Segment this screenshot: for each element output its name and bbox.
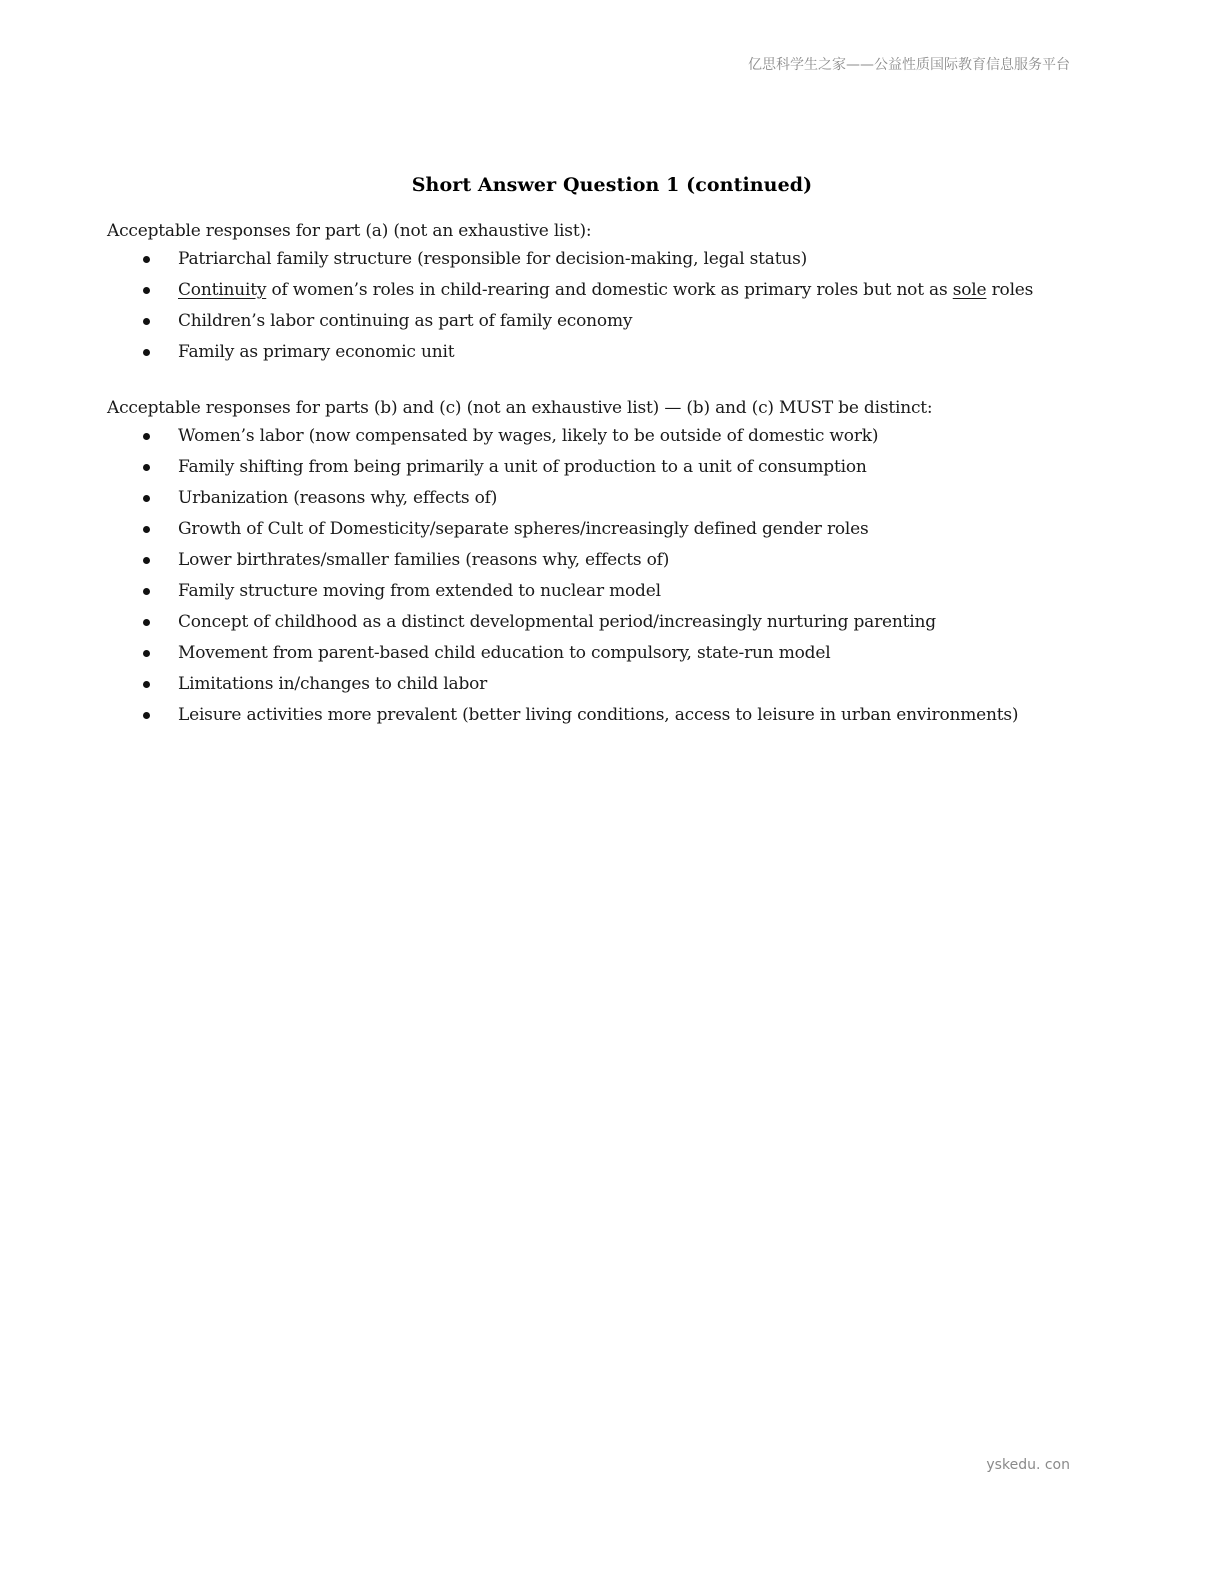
list-item [107,639,1117,667]
bullet-icon [143,495,150,502]
list-item [107,701,1117,729]
bullet-icon [143,588,150,595]
section-a-list [107,245,1117,366]
list-item-text: Lower birthrates/smaller families (reasons why, effects of) [178,550,670,570]
list-item [107,245,1117,273]
list-item-text: Leisure activities more prevalent (better living conditions, access to leisure in urban environments) [178,705,1019,725]
list-item-text: Urbanization (reasons why, effects of) [178,488,498,508]
bullet-icon [143,650,150,657]
section-bc-list [107,422,1117,729]
list-item [107,546,1117,574]
list-item-text: Movement from parent-based child education to compulsory, state-run model [178,643,831,663]
bullet-icon [143,557,150,564]
bullet-icon [143,318,150,325]
list-item-text: Women’s labor (now compensated by wages, likely to be outside of domestic work) [178,426,879,446]
list-item-text: Family structure moving from extended to nuclear model [178,581,661,601]
list-item-text: Limitations in/changes to child labor [178,674,488,694]
list-item-text: Patriarchal family structure (responsible for decision-making, legal status) [178,249,808,269]
list-item [107,577,1117,605]
bullet-icon [143,349,150,356]
list-item-text: Family as primary economic unit [178,342,455,362]
list-item-text: Concept of childhood as a distinct developmental period/increasingly nurturing parenting [178,612,936,632]
list-item-text: Children’s labor continuing as part of family economy [178,311,633,331]
list-item [107,307,1117,335]
footer-watermark: yskedu. con [986,1457,1070,1473]
header-watermark: 亿思科学生之家——公益性质国际教育信息服务平台 [748,57,1070,73]
list-item [107,276,1117,304]
bullet-icon [143,526,150,533]
list-item-text: Family shifting from being primarily a unit of production to a unit of consumption [178,457,867,477]
underlined-text: sole [952,280,987,300]
bullet-icon [143,681,150,688]
list-item [107,484,1117,512]
list-item [107,453,1117,481]
section-spacer [107,369,1117,395]
list-item-text: Growth of Cult of Domesticity/separate spheres/increasingly defined gender roles [178,519,869,539]
section-a-intro: Acceptable responses for part (a) (not an exhaustive list): [107,221,592,241]
list-item [107,422,1117,450]
section-bc-intro: Acceptable responses for parts (b) and (c) (not an exhaustive list) — (b) and (c) MUST be distinct: [107,398,933,418]
bullet-icon [143,256,150,263]
list-item-text: roles [986,280,1034,300]
bullet-icon [143,464,150,471]
bullet-icon [143,712,150,719]
bullet-icon [143,287,150,294]
list-item [107,338,1117,366]
list-item [107,608,1117,636]
list-item [107,515,1117,543]
page-title: Short Answer Question 1 (continued) [411,174,813,196]
list-item [107,670,1117,698]
underlined-text: Continuity [178,280,267,300]
list-item-text: of women’s roles in child-rearing and domestic work as primary roles but not as [266,280,953,300]
document-content [107,174,1117,732]
bullet-icon [143,619,150,626]
bullet-icon [143,433,150,440]
